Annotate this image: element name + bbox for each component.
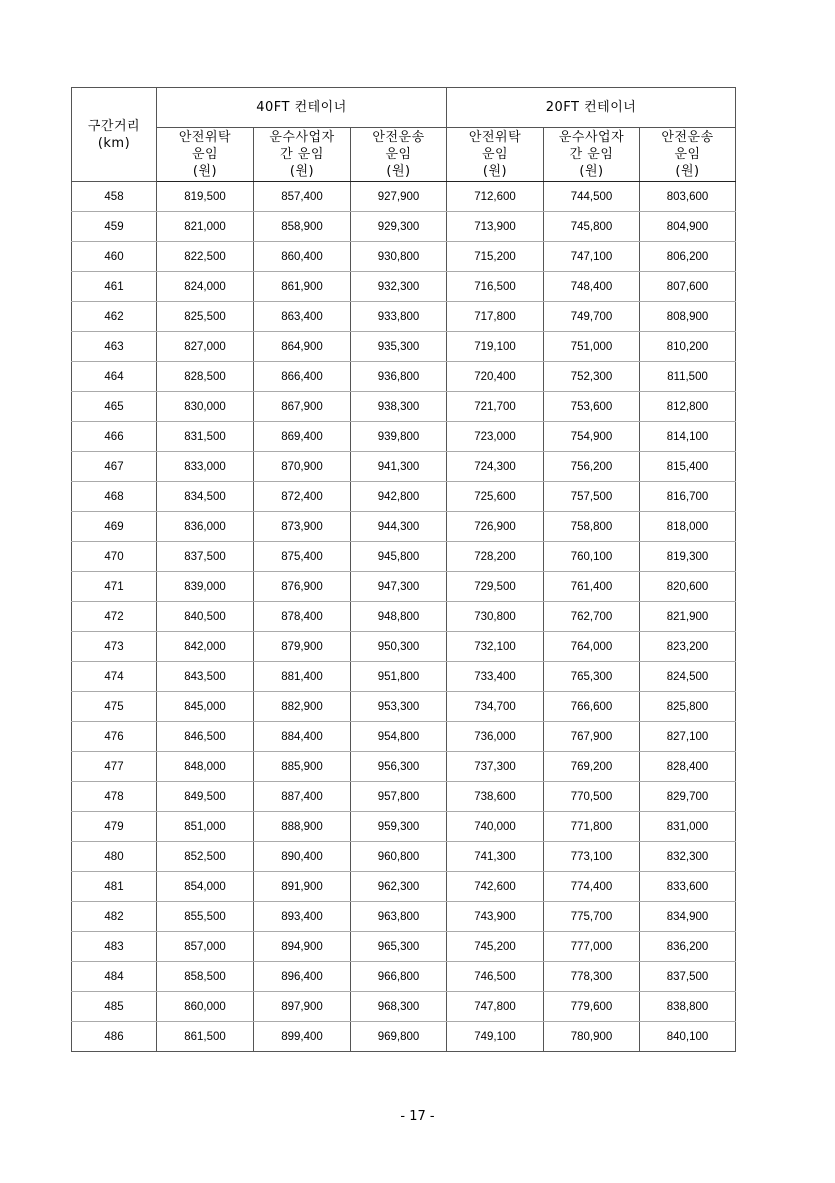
rate-cell: 954,800 bbox=[351, 722, 447, 752]
table-row bbox=[72, 842, 736, 872]
table-row bbox=[72, 302, 736, 332]
distance-cell: 465 bbox=[72, 392, 157, 422]
rate-cell: 864,900 bbox=[254, 332, 351, 362]
rate-cell: 747,100 bbox=[544, 242, 640, 272]
rate-cell: 897,900 bbox=[254, 992, 351, 1022]
rate-cell: 732,100 bbox=[447, 632, 544, 662]
rate-cell: 744,500 bbox=[544, 182, 640, 212]
table-body bbox=[72, 182, 736, 1052]
rate-cell: 716,500 bbox=[447, 272, 544, 302]
subheader-20ft-1 bbox=[447, 128, 544, 182]
table-row bbox=[72, 242, 736, 272]
rate-cell: 855,500 bbox=[157, 902, 254, 932]
table-row bbox=[72, 572, 736, 602]
table-row bbox=[72, 902, 736, 932]
distance-cell: 470 bbox=[72, 542, 157, 572]
rate-cell: 836,200 bbox=[640, 932, 736, 962]
rate-cell: 966,800 bbox=[351, 962, 447, 992]
rate-cell: 749,700 bbox=[544, 302, 640, 332]
rate-cell: 765,300 bbox=[544, 662, 640, 692]
rate-cell: 774,400 bbox=[544, 872, 640, 902]
rate-cell: 770,500 bbox=[544, 782, 640, 812]
rate-cell: 833,000 bbox=[157, 452, 254, 482]
rate-cell: 810,200 bbox=[640, 332, 736, 362]
rate-cell: 726,900 bbox=[447, 512, 544, 542]
distance-cell: 476 bbox=[72, 722, 157, 752]
rate-cell: 834,500 bbox=[157, 482, 254, 512]
distance-cell: 461 bbox=[72, 272, 157, 302]
rate-cell: 854,000 bbox=[157, 872, 254, 902]
distance-cell: 473 bbox=[72, 632, 157, 662]
rate-cell: 760,100 bbox=[544, 542, 640, 572]
rate-cell: 932,300 bbox=[351, 272, 447, 302]
subheader-text: 운임 bbox=[674, 147, 701, 162]
subheader-text: (원) bbox=[386, 164, 411, 179]
rate-cell: 769,200 bbox=[544, 752, 640, 782]
rate-cell: 828,500 bbox=[157, 362, 254, 392]
rate-cell: 876,900 bbox=[254, 572, 351, 602]
distance-cell: 480 bbox=[72, 842, 157, 872]
distance-cell: 467 bbox=[72, 452, 157, 482]
rate-cell: 719,100 bbox=[447, 332, 544, 362]
rate-cell: 830,000 bbox=[157, 392, 254, 422]
rate-cell: 723,000 bbox=[447, 422, 544, 452]
table-row bbox=[72, 182, 736, 212]
rate-cell: 969,800 bbox=[351, 1022, 447, 1052]
rate-cell: 752,300 bbox=[544, 362, 640, 392]
rate-cell: 713,900 bbox=[447, 212, 544, 242]
table-row bbox=[72, 392, 736, 422]
rate-cell: 749,100 bbox=[447, 1022, 544, 1052]
table-row bbox=[72, 452, 736, 482]
rate-cell: 780,900 bbox=[544, 1022, 640, 1052]
distance-cell: 460 bbox=[72, 242, 157, 272]
table-row bbox=[72, 782, 736, 812]
group-header-20ft: 20FT 컨테이너 bbox=[447, 88, 736, 128]
rate-cell: 945,800 bbox=[351, 542, 447, 572]
rate-cell: 893,400 bbox=[254, 902, 351, 932]
rate-cell: 803,600 bbox=[640, 182, 736, 212]
rate-cell: 860,400 bbox=[254, 242, 351, 272]
table-row bbox=[72, 962, 736, 992]
rate-cell: 728,200 bbox=[447, 542, 544, 572]
rate-cell: 882,900 bbox=[254, 692, 351, 722]
subheader-20ft-3 bbox=[640, 128, 736, 182]
rate-cell: 963,800 bbox=[351, 902, 447, 932]
rate-cell: 721,700 bbox=[447, 392, 544, 422]
rate-cell: 837,500 bbox=[157, 542, 254, 572]
subheader-text: (원) bbox=[192, 164, 218, 179]
rate-cell: 929,300 bbox=[351, 212, 447, 242]
rate-cell: 745,800 bbox=[544, 212, 640, 242]
rate-cell: 823,200 bbox=[640, 632, 736, 662]
table-row bbox=[72, 932, 736, 962]
rate-cell: 836,000 bbox=[157, 512, 254, 542]
rate-cell: 814,100 bbox=[640, 422, 736, 452]
rate-cell: 948,800 bbox=[351, 602, 447, 632]
distance-header-label: 구간거리 bbox=[87, 118, 141, 134]
rate-cell: 941,300 bbox=[351, 452, 447, 482]
rate-cell: 860,000 bbox=[157, 992, 254, 1022]
rate-cell: 808,900 bbox=[640, 302, 736, 332]
rate-cell: 712,600 bbox=[447, 182, 544, 212]
rate-cell: 962,300 bbox=[351, 872, 447, 902]
rate-cell: 766,600 bbox=[544, 692, 640, 722]
rate-cell: 935,300 bbox=[351, 332, 447, 362]
rate-cell: 746,500 bbox=[447, 962, 544, 992]
rate-cell: 845,000 bbox=[157, 692, 254, 722]
rate-cell: 762,700 bbox=[544, 602, 640, 632]
table-row bbox=[72, 512, 736, 542]
rate-cell: 843,500 bbox=[157, 662, 254, 692]
rate-cell: 777,000 bbox=[544, 932, 640, 962]
rate-cell: 947,300 bbox=[351, 572, 447, 602]
rate-cell: 741,300 bbox=[447, 842, 544, 872]
table-row bbox=[72, 1022, 736, 1052]
rate-cell: 833,600 bbox=[640, 872, 736, 902]
rate-cell: 821,000 bbox=[157, 212, 254, 242]
distance-cell: 471 bbox=[72, 572, 157, 602]
rate-cell: 944,300 bbox=[351, 512, 447, 542]
rate-cell: 867,900 bbox=[254, 392, 351, 422]
subheader-40ft-3 bbox=[351, 128, 447, 182]
distance-cell: 482 bbox=[72, 902, 157, 932]
rate-cell: 968,300 bbox=[351, 992, 447, 1022]
rate-cell: 819,300 bbox=[640, 542, 736, 572]
rate-cell: 751,000 bbox=[544, 332, 640, 362]
rate-cell: 806,200 bbox=[640, 242, 736, 272]
rate-cell: 754,900 bbox=[544, 422, 640, 452]
subheader-text: (원) bbox=[579, 164, 604, 179]
rate-cell: 820,600 bbox=[640, 572, 736, 602]
distance-cell: 485 bbox=[72, 992, 157, 1022]
table-row bbox=[72, 362, 736, 392]
distance-cell: 458 bbox=[72, 182, 157, 212]
subheader-40ft-1 bbox=[157, 128, 254, 182]
distance-cell: 469 bbox=[72, 512, 157, 542]
rate-cell: 831,500 bbox=[157, 422, 254, 452]
rate-cell: 821,900 bbox=[640, 602, 736, 632]
subheader-20ft-2 bbox=[544, 128, 640, 182]
rate-cell: 857,400 bbox=[254, 182, 351, 212]
rate-cell: 936,800 bbox=[351, 362, 447, 392]
subheader-text: 운임 bbox=[481, 147, 509, 162]
rate-cell: 827,000 bbox=[157, 332, 254, 362]
distance-cell: 484 bbox=[72, 962, 157, 992]
rate-cell: 775,700 bbox=[544, 902, 640, 932]
rate-cell: 761,400 bbox=[544, 572, 640, 602]
rate-cell: 838,800 bbox=[640, 992, 736, 1022]
distance-cell: 477 bbox=[72, 752, 157, 782]
rate-cell: 933,800 bbox=[351, 302, 447, 332]
rate-cell: 740,000 bbox=[447, 812, 544, 842]
rate-cell: 891,900 bbox=[254, 872, 351, 902]
rate-cell: 715,200 bbox=[447, 242, 544, 272]
rate-cell: 725,600 bbox=[447, 482, 544, 512]
rate-cell: 753,600 bbox=[544, 392, 640, 422]
rate-cell: 950,300 bbox=[351, 632, 447, 662]
rate-cell: 890,400 bbox=[254, 842, 351, 872]
rate-cell: 742,600 bbox=[447, 872, 544, 902]
subheader-text: (원) bbox=[482, 164, 508, 179]
rate-cell: 858,900 bbox=[254, 212, 351, 242]
distance-cell: 483 bbox=[72, 932, 157, 962]
page-number: - 17 - bbox=[400, 1109, 435, 1124]
table-row bbox=[72, 422, 736, 452]
table-row bbox=[72, 272, 736, 302]
subheader-text: 간 운임 bbox=[280, 147, 324, 162]
rate-cell: 819,500 bbox=[157, 182, 254, 212]
rate-cell: 938,300 bbox=[351, 392, 447, 422]
table-row bbox=[72, 992, 736, 1022]
rate-cell: 861,500 bbox=[157, 1022, 254, 1052]
rate-cell: 764,000 bbox=[544, 632, 640, 662]
rate-cell: 896,400 bbox=[254, 962, 351, 992]
rate-cell: 875,400 bbox=[254, 542, 351, 572]
rate-cell: 773,100 bbox=[544, 842, 640, 872]
rate-cell: 846,500 bbox=[157, 722, 254, 752]
rate-cell: 738,600 bbox=[447, 782, 544, 812]
distance-header-unit: (km) bbox=[97, 135, 131, 151]
rate-cell: 729,500 bbox=[447, 572, 544, 602]
rate-cell: 887,400 bbox=[254, 782, 351, 812]
subheader-40ft-2 bbox=[254, 128, 351, 182]
distance-cell: 474 bbox=[72, 662, 157, 692]
rate-cell: 834,900 bbox=[640, 902, 736, 932]
rate-cell: 824,000 bbox=[157, 272, 254, 302]
distance-cell: 472 bbox=[72, 602, 157, 632]
table-row bbox=[72, 602, 736, 632]
distance-cell: 486 bbox=[72, 1022, 157, 1052]
rate-cell: 720,400 bbox=[447, 362, 544, 392]
rate-cell: 822,500 bbox=[157, 242, 254, 272]
rate-cell: 745,200 bbox=[447, 932, 544, 962]
rate-cell: 757,500 bbox=[544, 482, 640, 512]
rate-cell: 965,300 bbox=[351, 932, 447, 962]
rate-cell: 960,800 bbox=[351, 842, 447, 872]
rate-cell: 951,800 bbox=[351, 662, 447, 692]
distance-column-header bbox=[72, 88, 157, 182]
subheader-text: 운수사업자 bbox=[269, 130, 335, 145]
rate-cell: 832,300 bbox=[640, 842, 736, 872]
distance-cell: 466 bbox=[72, 422, 157, 452]
distance-cell: 478 bbox=[72, 782, 157, 812]
rate-cell: 758,800 bbox=[544, 512, 640, 542]
rate-cell: 812,800 bbox=[640, 392, 736, 422]
rate-cell: 894,900 bbox=[254, 932, 351, 962]
subheader-text: 안전운송 bbox=[372, 130, 425, 145]
subheader-text: 운임 bbox=[385, 147, 412, 162]
rate-cell: 828,400 bbox=[640, 752, 736, 782]
rate-cell: 848,000 bbox=[157, 752, 254, 782]
rate-cell: 842,000 bbox=[157, 632, 254, 662]
table-row bbox=[72, 812, 736, 842]
rate-cell: 779,600 bbox=[544, 992, 640, 1022]
rate-cell: 804,900 bbox=[640, 212, 736, 242]
rate-cell: 839,000 bbox=[157, 572, 254, 602]
distance-cell: 479 bbox=[72, 812, 157, 842]
table-row bbox=[72, 332, 736, 362]
rate-cell: 816,700 bbox=[640, 482, 736, 512]
table-row bbox=[72, 212, 736, 242]
rate-cell: 743,900 bbox=[447, 902, 544, 932]
rate-cell: 930,800 bbox=[351, 242, 447, 272]
subheader-text: (원) bbox=[675, 164, 700, 179]
rate-cell: 870,900 bbox=[254, 452, 351, 482]
rate-cell: 956,300 bbox=[351, 752, 447, 782]
table-row bbox=[72, 692, 736, 722]
group-header-40ft: 40FT 컨테이너 bbox=[157, 88, 447, 128]
distance-cell: 481 bbox=[72, 872, 157, 902]
rate-cell: 717,800 bbox=[447, 302, 544, 332]
rate-cell: 825,800 bbox=[640, 692, 736, 722]
rate-cell: 863,400 bbox=[254, 302, 351, 332]
rate-cell: 747,800 bbox=[447, 992, 544, 1022]
table-row bbox=[72, 752, 736, 782]
freight-rate-table bbox=[71, 87, 736, 1052]
rate-cell: 811,500 bbox=[640, 362, 736, 392]
rate-cell: 851,000 bbox=[157, 812, 254, 842]
distance-cell: 475 bbox=[72, 692, 157, 722]
rate-cell: 873,900 bbox=[254, 512, 351, 542]
rate-cell: 879,900 bbox=[254, 632, 351, 662]
rate-cell: 825,500 bbox=[157, 302, 254, 332]
rate-cell: 869,400 bbox=[254, 422, 351, 452]
table-row bbox=[72, 662, 736, 692]
rate-cell: 737,300 bbox=[447, 752, 544, 782]
subheader-text: 안전위탁 bbox=[468, 130, 522, 145]
table-row bbox=[72, 632, 736, 662]
rate-cell: 736,000 bbox=[447, 722, 544, 752]
rate-cell: 831,000 bbox=[640, 812, 736, 842]
rate-cell: 927,900 bbox=[351, 182, 447, 212]
table-row bbox=[72, 482, 736, 512]
subheader-text: 운수사업자 bbox=[558, 130, 625, 145]
table-row bbox=[72, 722, 736, 752]
distance-cell: 462 bbox=[72, 302, 157, 332]
rate-cell: 829,700 bbox=[640, 782, 736, 812]
rate-cell: 756,200 bbox=[544, 452, 640, 482]
rate-cell: 878,400 bbox=[254, 602, 351, 632]
table-row bbox=[72, 872, 736, 902]
rate-cell: 767,900 bbox=[544, 722, 640, 752]
rate-cell: 724,300 bbox=[447, 452, 544, 482]
rate-cell: 815,400 bbox=[640, 452, 736, 482]
rate-cell: 957,800 bbox=[351, 782, 447, 812]
rate-cell: 953,300 bbox=[351, 692, 447, 722]
rate-cell: 888,900 bbox=[254, 812, 351, 842]
distance-cell: 463 bbox=[72, 332, 157, 362]
rate-cell: 840,500 bbox=[157, 602, 254, 632]
distance-cell: 459 bbox=[72, 212, 157, 242]
rate-cell: 852,500 bbox=[157, 842, 254, 872]
rate-cell: 733,400 bbox=[447, 662, 544, 692]
rate-cell: 939,800 bbox=[351, 422, 447, 452]
rate-cell: 818,000 bbox=[640, 512, 736, 542]
rate-cell: 837,500 bbox=[640, 962, 736, 992]
rate-cell: 861,900 bbox=[254, 272, 351, 302]
rate-cell: 884,400 bbox=[254, 722, 351, 752]
table-row bbox=[72, 542, 736, 572]
distance-cell: 464 bbox=[72, 362, 157, 392]
rate-cell: 858,500 bbox=[157, 962, 254, 992]
rate-cell: 899,400 bbox=[254, 1022, 351, 1052]
subheader-text: 간 운임 bbox=[569, 147, 614, 162]
subheader-text: 운임 bbox=[191, 147, 219, 162]
rate-cell: 942,800 bbox=[351, 482, 447, 512]
subheader-text: 안전위탁 bbox=[178, 130, 232, 145]
rate-cell: 824,500 bbox=[640, 662, 736, 692]
rate-cell: 881,400 bbox=[254, 662, 351, 692]
rate-cell: 730,800 bbox=[447, 602, 544, 632]
rate-cell: 771,800 bbox=[544, 812, 640, 842]
rate-cell: 872,400 bbox=[254, 482, 351, 512]
rate-cell: 748,400 bbox=[544, 272, 640, 302]
rate-cell: 840,100 bbox=[640, 1022, 736, 1052]
rate-cell: 734,700 bbox=[447, 692, 544, 722]
rate-cell: 959,300 bbox=[351, 812, 447, 842]
subheader-text: (원) bbox=[289, 164, 315, 179]
rate-cell: 857,000 bbox=[157, 932, 254, 962]
rate-cell: 849,500 bbox=[157, 782, 254, 812]
rate-cell: 827,100 bbox=[640, 722, 736, 752]
subheader-text: 안전운송 bbox=[661, 130, 714, 145]
rate-cell: 778,300 bbox=[544, 962, 640, 992]
rate-cell: 866,400 bbox=[254, 362, 351, 392]
distance-cell: 468 bbox=[72, 482, 157, 512]
rate-cell: 885,900 bbox=[254, 752, 351, 782]
rate-cell: 807,600 bbox=[640, 272, 736, 302]
